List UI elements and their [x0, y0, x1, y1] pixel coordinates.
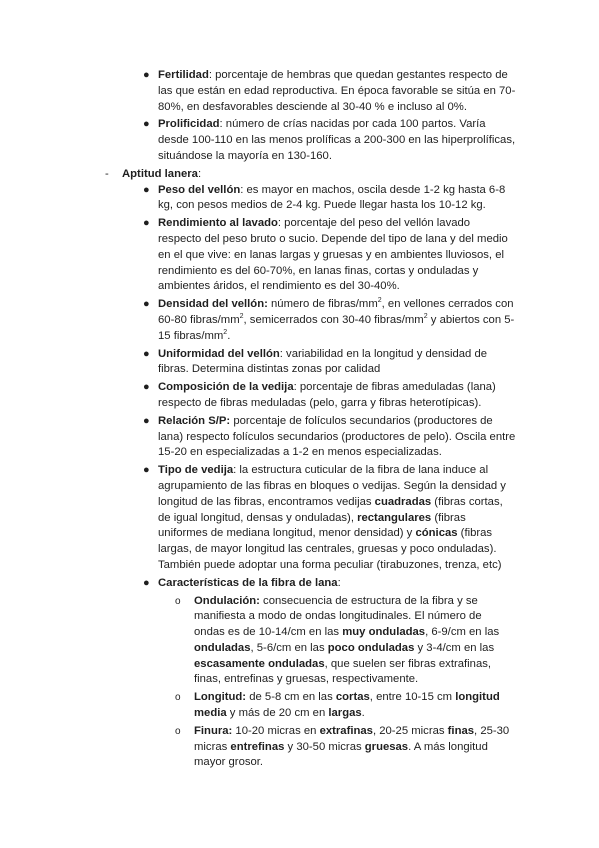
- bullet-dot: ●: [143, 69, 150, 81]
- dash-marker: -: [105, 167, 109, 180]
- circle-bullet: o: [175, 692, 181, 704]
- term-prolificidad: Prolificidad: [158, 118, 220, 131]
- circle-bullet: o: [175, 725, 181, 737]
- circle-bullet: o: [175, 595, 181, 607]
- bullet-relacion-sp: ● Relación S/P: porcentaje de folículos secundarios (productores de lana) respecto folículos secundarios (productores de pelo). Oscila entre 15-20 en especializadas a 1-2 en menos especializadas.: [143, 414, 516, 459]
- subbullet-ondulacion: o Ondulación: consecuencia de estructura de la fibra y se manifiesta a modo de ondas longitudinales. El número de ondas es de 10-14/cm en las muy onduladas, 6-9/cm en las onduladas, 5-6/cm en las poco onduladas y 3-4/cm en las escasamente onduladas, que suelen ser fibras extrafinas, finas, entrefinas y gruesas, respectivamente.: [175, 594, 500, 686]
- subbullet-longitud: o Longitud: de 5-8 cm en las cortas, entre 10-15 cm longitud media y más de 20 cm en largas.: [175, 691, 500, 720]
- document-page: [0, 68, 599, 773]
- bullet-dot: ●: [143, 298, 150, 311]
- bullet-dot: ●: [143, 381, 150, 394]
- bullet-dot: ●: [143, 217, 150, 230]
- bullet-prolificidad: ● Prolificidad: número de crías nacidas por cada 100 partos. Varía desde 100-110 en las menos prolíficas a 200-300 en las hiperprolíficas, situándose la mayoría en 130-160.: [143, 118, 516, 162]
- bullet-caracteristicas: ● Características de la fibra de lana:: [158, 576, 516, 592]
- bullet-fertilidad: ● Fertilidad: porcentaje de hembras que quedan gestantes respecto de las que están en edad reproductiva. En época favorable se sitúa en 70-80%, en desfavorables desciende al 30-40 % e incluso al 0%.: [143, 69, 516, 113]
- bullet-peso-vellon: ● Peso del vellón: es mayor en machos, oscila desde 1-2 kg hasta 6-8 kg, con pesos medios de 2-4 kg. Puede llegar hasta los 10-12 kg.: [143, 183, 506, 212]
- bullet-dot: ●: [143, 118, 150, 131]
- term-fertilidad: Fertilidad: [158, 69, 209, 81]
- bullet-dot: ●: [143, 464, 150, 477]
- bullet-dot: ●: [143, 414, 150, 427]
- subbullet-finura: o Finura: 10-20 micras en extrafinas, 20-25 micras finas, 25-30 micras entrefinas y 30-50 micras gruesas. A más longitud mayor grosor.: [175, 724, 510, 769]
- bullet-dot: ●: [143, 347, 150, 360]
- section-aptitud-lanera: - Aptitud lanera:: [122, 167, 522, 183]
- bullet-tipo-vedija: ● Tipo de vedija: la estructura cuticular de la fibra de lana induce al agrupamiento de las fibras en bloques o vedijas. Según la densidad y longitud de las fibras, encontramos vedijas cuadradas (fibras cortas, de igual longitud, densas y onduladas), rectangulares (fibras uniformes de mediana longitud, menor densidad) y cónicas (fibras largas, de mayor longitud las centrales, gruesas y poco onduladas). También puede adoptar una forma peculiar (tirabuzones, trenza, etc): [143, 464, 506, 571]
- bullet-composicion: ● Composición de la vedija: porcentaje de fibras ameduladas (lana) respecto de fibras meduladas (pelo, garra y fibras heterotípicas).: [143, 381, 496, 409]
- section-title: Aptitud lanera: [122, 167, 198, 180]
- bullet-densidad: ● Densidad del vellón: número de fibras/$mm^2$, en vellones cerrados con 60-80 fibras/$mm^2$, semicerrados con 30-40 fibras/$mm^2$ y abiertos con 5-15 fibras/$mm^2$.: [143, 297, 515, 342]
- bullet-rendimiento: ● Rendimiento al lavado: porcentaje del peso del vellón lavado respecto del peso bruto o sucio. Depende del tipo de lana y del medio en el que vive: en lanas largas y gruesas y en ambientes lluviosos, el rendimiento es del 60-70%, en lanas finas, cortas y onduladas y ambientes áridos, el rendimiento es del 30-40%.: [143, 217, 508, 293]
- bullet-dot: ●: [143, 183, 150, 196]
- bullet-dot: ●: [143, 576, 150, 589]
- bullet-uniformidad: ● Uniformidad del vellón: variabilidad en la longitud y densidad de fibras. Determina distintas zonas por calidad: [143, 347, 488, 376]
